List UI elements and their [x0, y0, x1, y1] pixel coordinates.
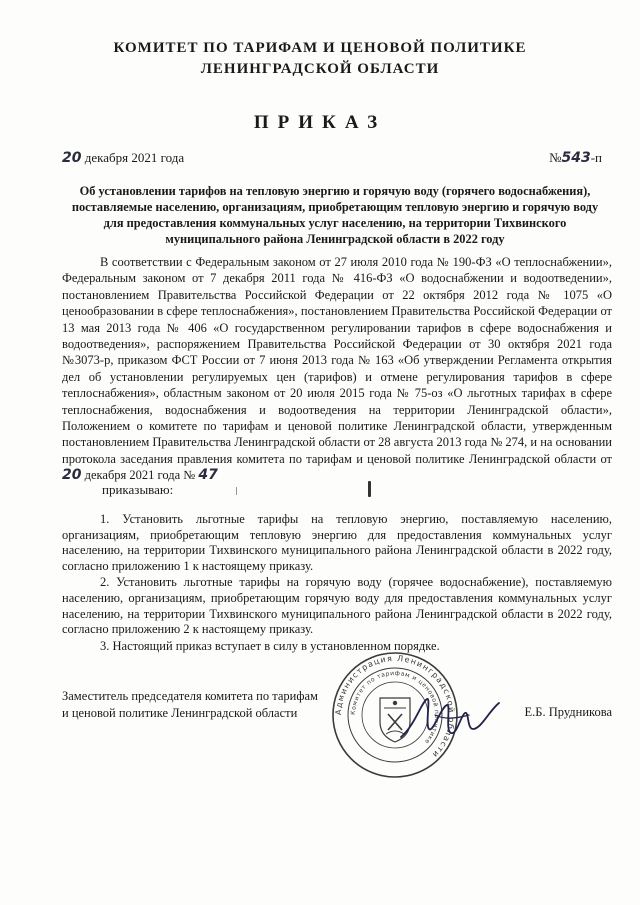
seal-inner-text: Комитет по тарифам и ценовой политике	[349, 669, 441, 746]
scan-artifact-dot	[236, 487, 237, 495]
signer-position-line-1: Заместитель председателя комитета по тарифам	[62, 689, 318, 703]
signer-name: Е.Б. Прудникова	[524, 705, 612, 719]
order-item-1: 1. Установить льготные тарифы на тепловую энергию, поставляемую населению, организациям, приобретающим тепловую энергию для предоставления коммунальных услуг населению, на территории Тихвинского муниципального района Ленинградской области в 2022 году, согласно приложению 1 к настоящему приказу.	[62, 512, 612, 573]
org-name-line-2: ЛЕНИНГРАДСКОЙ ОБЛАСТИ	[200, 61, 440, 77]
signer-position-line-2: и ценовой политике Ленинградской области	[62, 705, 298, 720]
preamble-paragraph	[62, 254, 612, 484]
seal-outer-text: Администрация Ленинградской области	[333, 653, 457, 760]
document-number	[549, 150, 602, 166]
handwritten-signature	[395, 685, 505, 755]
order-item-2: 2. Установить льготные тарифы на горячую воду (горячее водоснабжение), поставляемую населению, организациям, приобретающим горячую воду для предоставления коммунальных услуг населению, на территории Тихвинского муниципального района Ленинградской области в 2022 году, согласно приложению 2 к настоящему приказу.	[62, 575, 612, 637]
document-date-day: 20	[62, 150, 82, 166]
order-word: приказываю:	[102, 482, 174, 497]
document-number-prefix: №	[549, 150, 562, 165]
document-number-value: 543	[561, 150, 591, 166]
scan-artifact-mark	[368, 481, 371, 497]
order-items	[62, 512, 612, 655]
org-name-line-1: КОМИТЕТ ПО ТАРИФАМ И ЦЕНОВОЙ ПОЛИТИКЕ	[113, 40, 527, 56]
protocol-date-day: 20	[62, 467, 82, 484]
signer-position	[62, 688, 318, 721]
document-title: ПРИКАЗ	[253, 112, 387, 133]
protocol-number: 47	[198, 467, 218, 484]
document-date	[62, 150, 184, 166]
preamble-text: В соответствии с Федеральным законом от 27 июля 2010 года № 190-ФЗ «О теплоснабжении», Федеральным законом от 7 декабря 2011 года № 416-ФЗ «О водоснабжении и водоотведении», постановлением Правительства Российской Федерации от 22 октября 2012 года № 1075 «О ценообразовании в сфере теплоснабжения», постановлением Правительства Российской Федерации от 13 мая 2013 года № 406 «О государственном регулировании тарифов в сфере водоснабжения и водоотведения», распоряжением Правительства Российской Федерации от 30 октября 2021 года №3073-р, приказом ФСТ России от 7 июня 2013 года № 163 «Об утверждении Регламента открытия дел об установлении регулируемых цен (тарифов) и отмене регулирования тарифов в сфере теплоснабжения», областным законом от 20 июля 2015 года № 75-оз «О льготных тарифах в сфере теплоснабжения, водоснабжения и водоотведения на территории Ленинградской области», Положением о комитете по тарифам и ценовой политике Ленинградской области, утвержденным постановлением Правительства Ленинградской области от 28 августа 2013 года № 274, и на основании протокола заседания правления комитета по тарифам и ценовой политике Ленинградской области от	[62, 255, 612, 466]
order-item-3: 3. Настоящий приказ вступает в силу в установленном порядке.	[100, 638, 440, 653]
protocol-date-rest: декабря 2021 года №	[84, 468, 196, 483]
document-number-suffix: -п	[590, 150, 602, 165]
document-subject: Об установлении тарифов на тепловую энергию и горячую воду (горячего водоснабжения), поставляемые населению, организациям, приобретающим тепловую энергию и горячую воду для предоставления коммунальных услуг населению, на территории Тихвинского муниципального района Ленинградской области в 2022 году	[71, 184, 599, 246]
document-date-rest: декабря 2021 года	[84, 150, 185, 165]
